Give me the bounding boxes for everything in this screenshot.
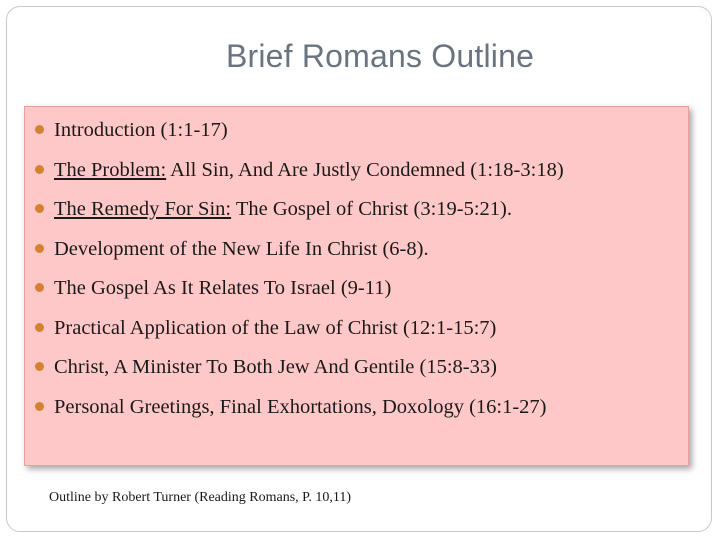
outline-item-text: Practical Application of the Law of Christ (12:1-15:7) (54, 316, 497, 339)
bullet-dot-icon (35, 244, 44, 253)
outline-item-israel (35, 273, 685, 313)
outline-item-text: The Gospel As It Relates To Israel (9-11) (54, 277, 392, 299)
outline-item-minister (35, 352, 685, 392)
bullet-dot-icon (35, 165, 44, 174)
bullet-dot-icon (35, 125, 44, 134)
outline-item-new-life (35, 234, 685, 274)
outline-box (24, 106, 689, 466)
outline-item-problem (35, 155, 685, 195)
outline-item-remedy (35, 194, 685, 234)
outline-item-lead: The Problem: (54, 158, 167, 181)
outline-item-lead: The Remedy For Sin: (54, 198, 232, 220)
bullet-dot-icon (35, 362, 44, 371)
outline-item-text: Personal Greetings, Final Exhortations, Doxology (16:1-27) (54, 395, 547, 418)
slide-title: Brief Romans Outline (225, 38, 535, 74)
bullet-dot-icon (35, 323, 44, 332)
outline-item-text: Development of the New Life In Christ (6-8). (54, 237, 429, 260)
outline-item-greetings (35, 392, 685, 432)
bullet-dot-icon (35, 204, 44, 213)
bullet-dot-icon (35, 402, 44, 411)
outline-item-introduction (35, 115, 685, 155)
outline-item-text: The Gospel of Christ (3:19-5:21). (231, 198, 512, 220)
outline-item-text: Christ, A Minister To Both Jew And Gentile (15:8-33) (54, 356, 497, 378)
outline-list (35, 115, 685, 431)
outline-item-application (35, 313, 685, 353)
outline-item-text: Introduction (1:1-17) (54, 119, 228, 141)
bullet-dot-icon (35, 283, 44, 292)
source-note: Outline by Robert Turner (Reading Romans, P. 10,11) (49, 490, 352, 505)
outline-item-text: All Sin, And Are Justly Condemned (1:18-3:18) (166, 158, 564, 181)
